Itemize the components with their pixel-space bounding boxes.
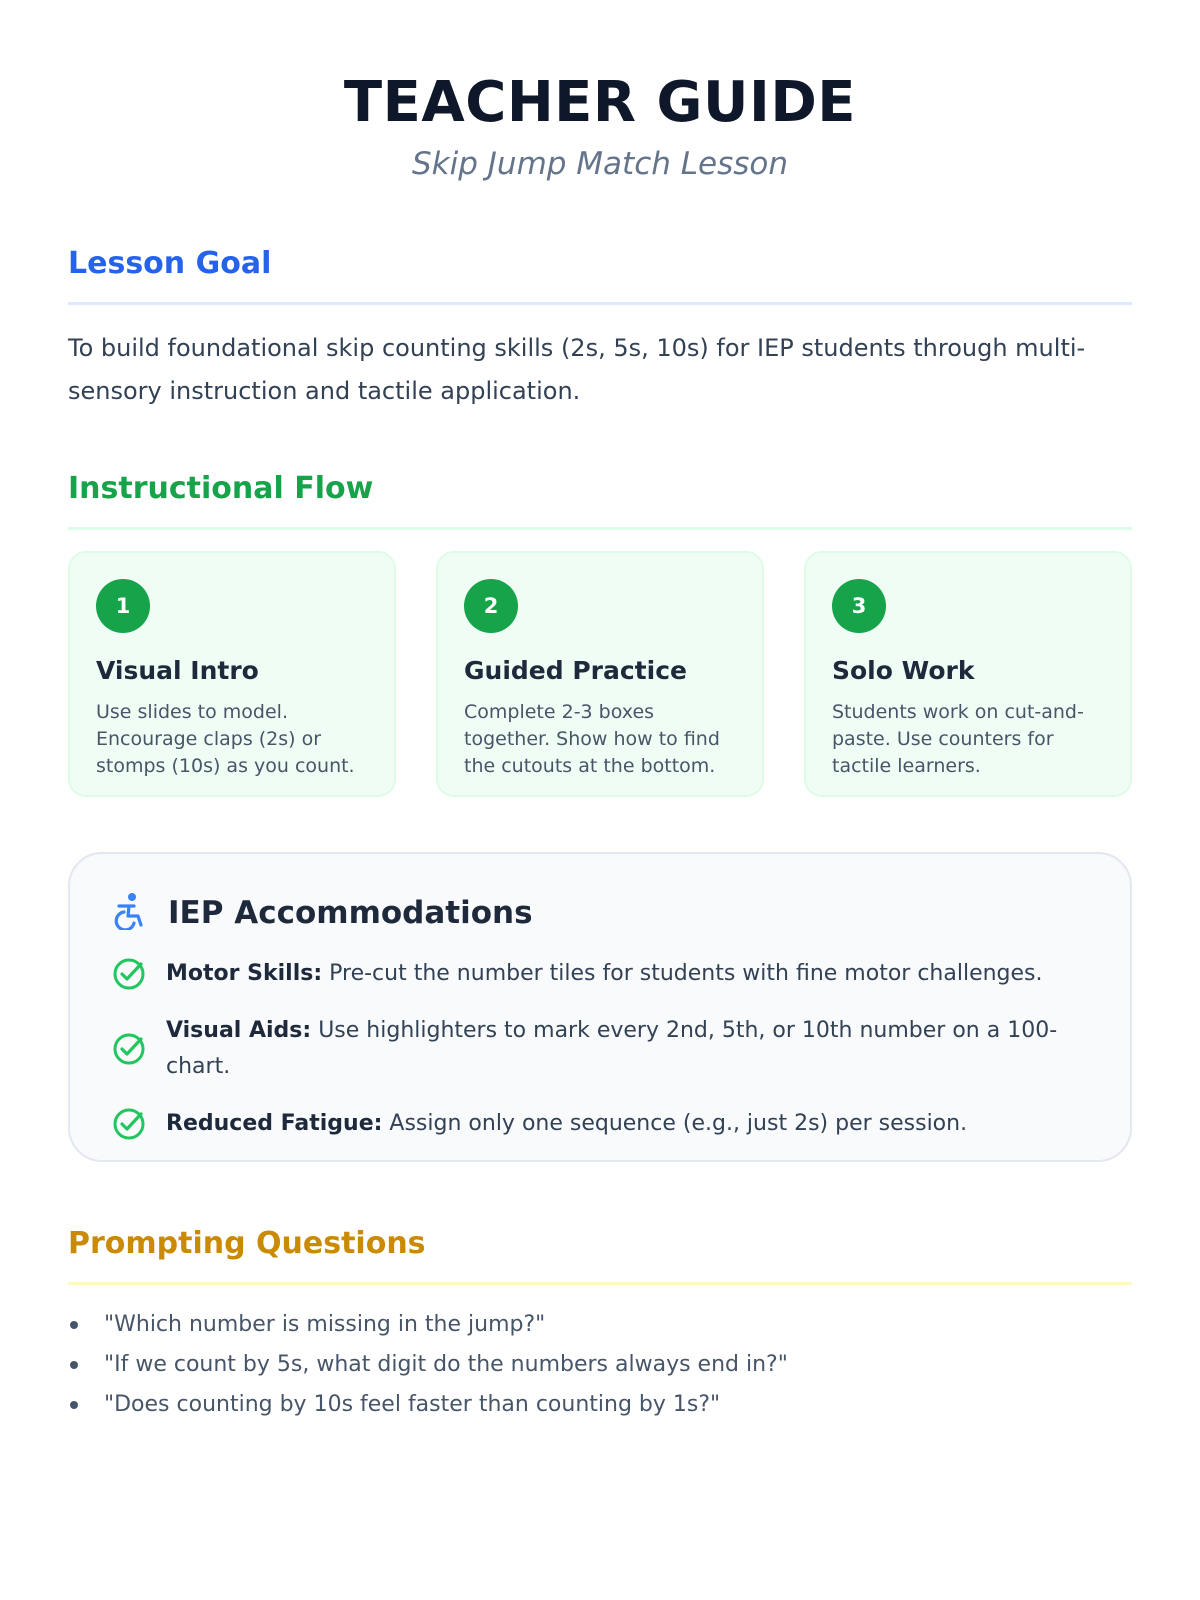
iep-item: [112, 956, 1088, 992]
step-card-3: [804, 551, 1132, 797]
step-title: Guided Practice: [464, 656, 687, 685]
iep-item-label: Motor Skills:: [166, 961, 323, 986]
step-card-2: [436, 551, 764, 797]
bullet-icon: [70, 1401, 78, 1409]
step-number-badge: 2: [464, 579, 518, 633]
iep-heading: IEP Accommodations: [168, 895, 533, 931]
iep-item-detail: Assign only one sequence (e.g., just 2s) per session.: [389, 1111, 968, 1136]
instructional-flow-heading: Instructional Flow: [68, 469, 1132, 530]
iep-list: [112, 956, 1088, 1142]
check-circle-icon: [112, 1107, 146, 1141]
step-number-badge: 3: [832, 579, 886, 633]
page-title: TEACHER GUIDE: [343, 70, 857, 135]
iep-item-label: Visual Aids:: [166, 1018, 312, 1043]
check-circle-icon: [112, 957, 146, 991]
step-number-badge: 1: [96, 579, 150, 633]
list-item: [68, 1305, 1132, 1345]
iep-accommodations-box: [68, 852, 1132, 1162]
instructional-flow-steps: [68, 551, 1132, 797]
list-item: [68, 1345, 1132, 1385]
step-description: Complete 2-3 boxes together. Show how to find the cutouts at the bottom.: [464, 701, 720, 777]
step-card-1: [68, 551, 396, 797]
iep-item-text: [166, 1106, 967, 1142]
bullet-icon: [70, 1361, 78, 1369]
iep-item-detail: Use highlighters to mark every 2nd, 5th, or 10th number on a 100-chart.: [166, 1018, 1058, 1079]
iep-item-detail: Pre-cut the number tiles for students with fine motor challenges.: [329, 961, 1043, 986]
prompting-questions-heading: Prompting Questions: [68, 1224, 1132, 1285]
list-item: [68, 1385, 1132, 1425]
prompting-questions-list: [68, 1305, 1132, 1425]
lesson-goal-heading: Lesson Goal: [68, 244, 1132, 305]
question-text: "Does counting by 10s feel faster than counting by 1s?": [104, 1392, 721, 1417]
iep-item-label: Reduced Fatigue:: [166, 1111, 383, 1136]
question-text: "Which number is missing in the jump?": [104, 1312, 546, 1337]
bullet-icon: [70, 1321, 78, 1329]
accessibility-icon: [112, 892, 146, 934]
lesson-goal-text: To build foundational skip counting skills (2s, 5s, 10s) for IEP students through multi-sensory instruction and tactile application.: [68, 334, 1086, 405]
step-title: Visual Intro: [96, 656, 259, 685]
page-subtitle: Skip Jump Match Lesson: [412, 146, 788, 182]
iep-item-text: [166, 956, 1043, 992]
step-title: Solo Work: [832, 656, 975, 685]
check-circle-icon: [112, 1032, 146, 1066]
iep-item-text: [166, 1013, 1088, 1085]
iep-item: [112, 1106, 1088, 1142]
step-description: Use slides to model. Encourage claps (2s) or stomps (10s) as you count.: [96, 701, 355, 777]
iep-item: [112, 1013, 1088, 1085]
step-description: Students work on cut-and-paste. Use counters for tactile learners.: [832, 701, 1084, 777]
question-text: "If we count by 5s, what digit do the numbers always end in?": [104, 1352, 788, 1377]
iep-header: [112, 892, 1088, 934]
